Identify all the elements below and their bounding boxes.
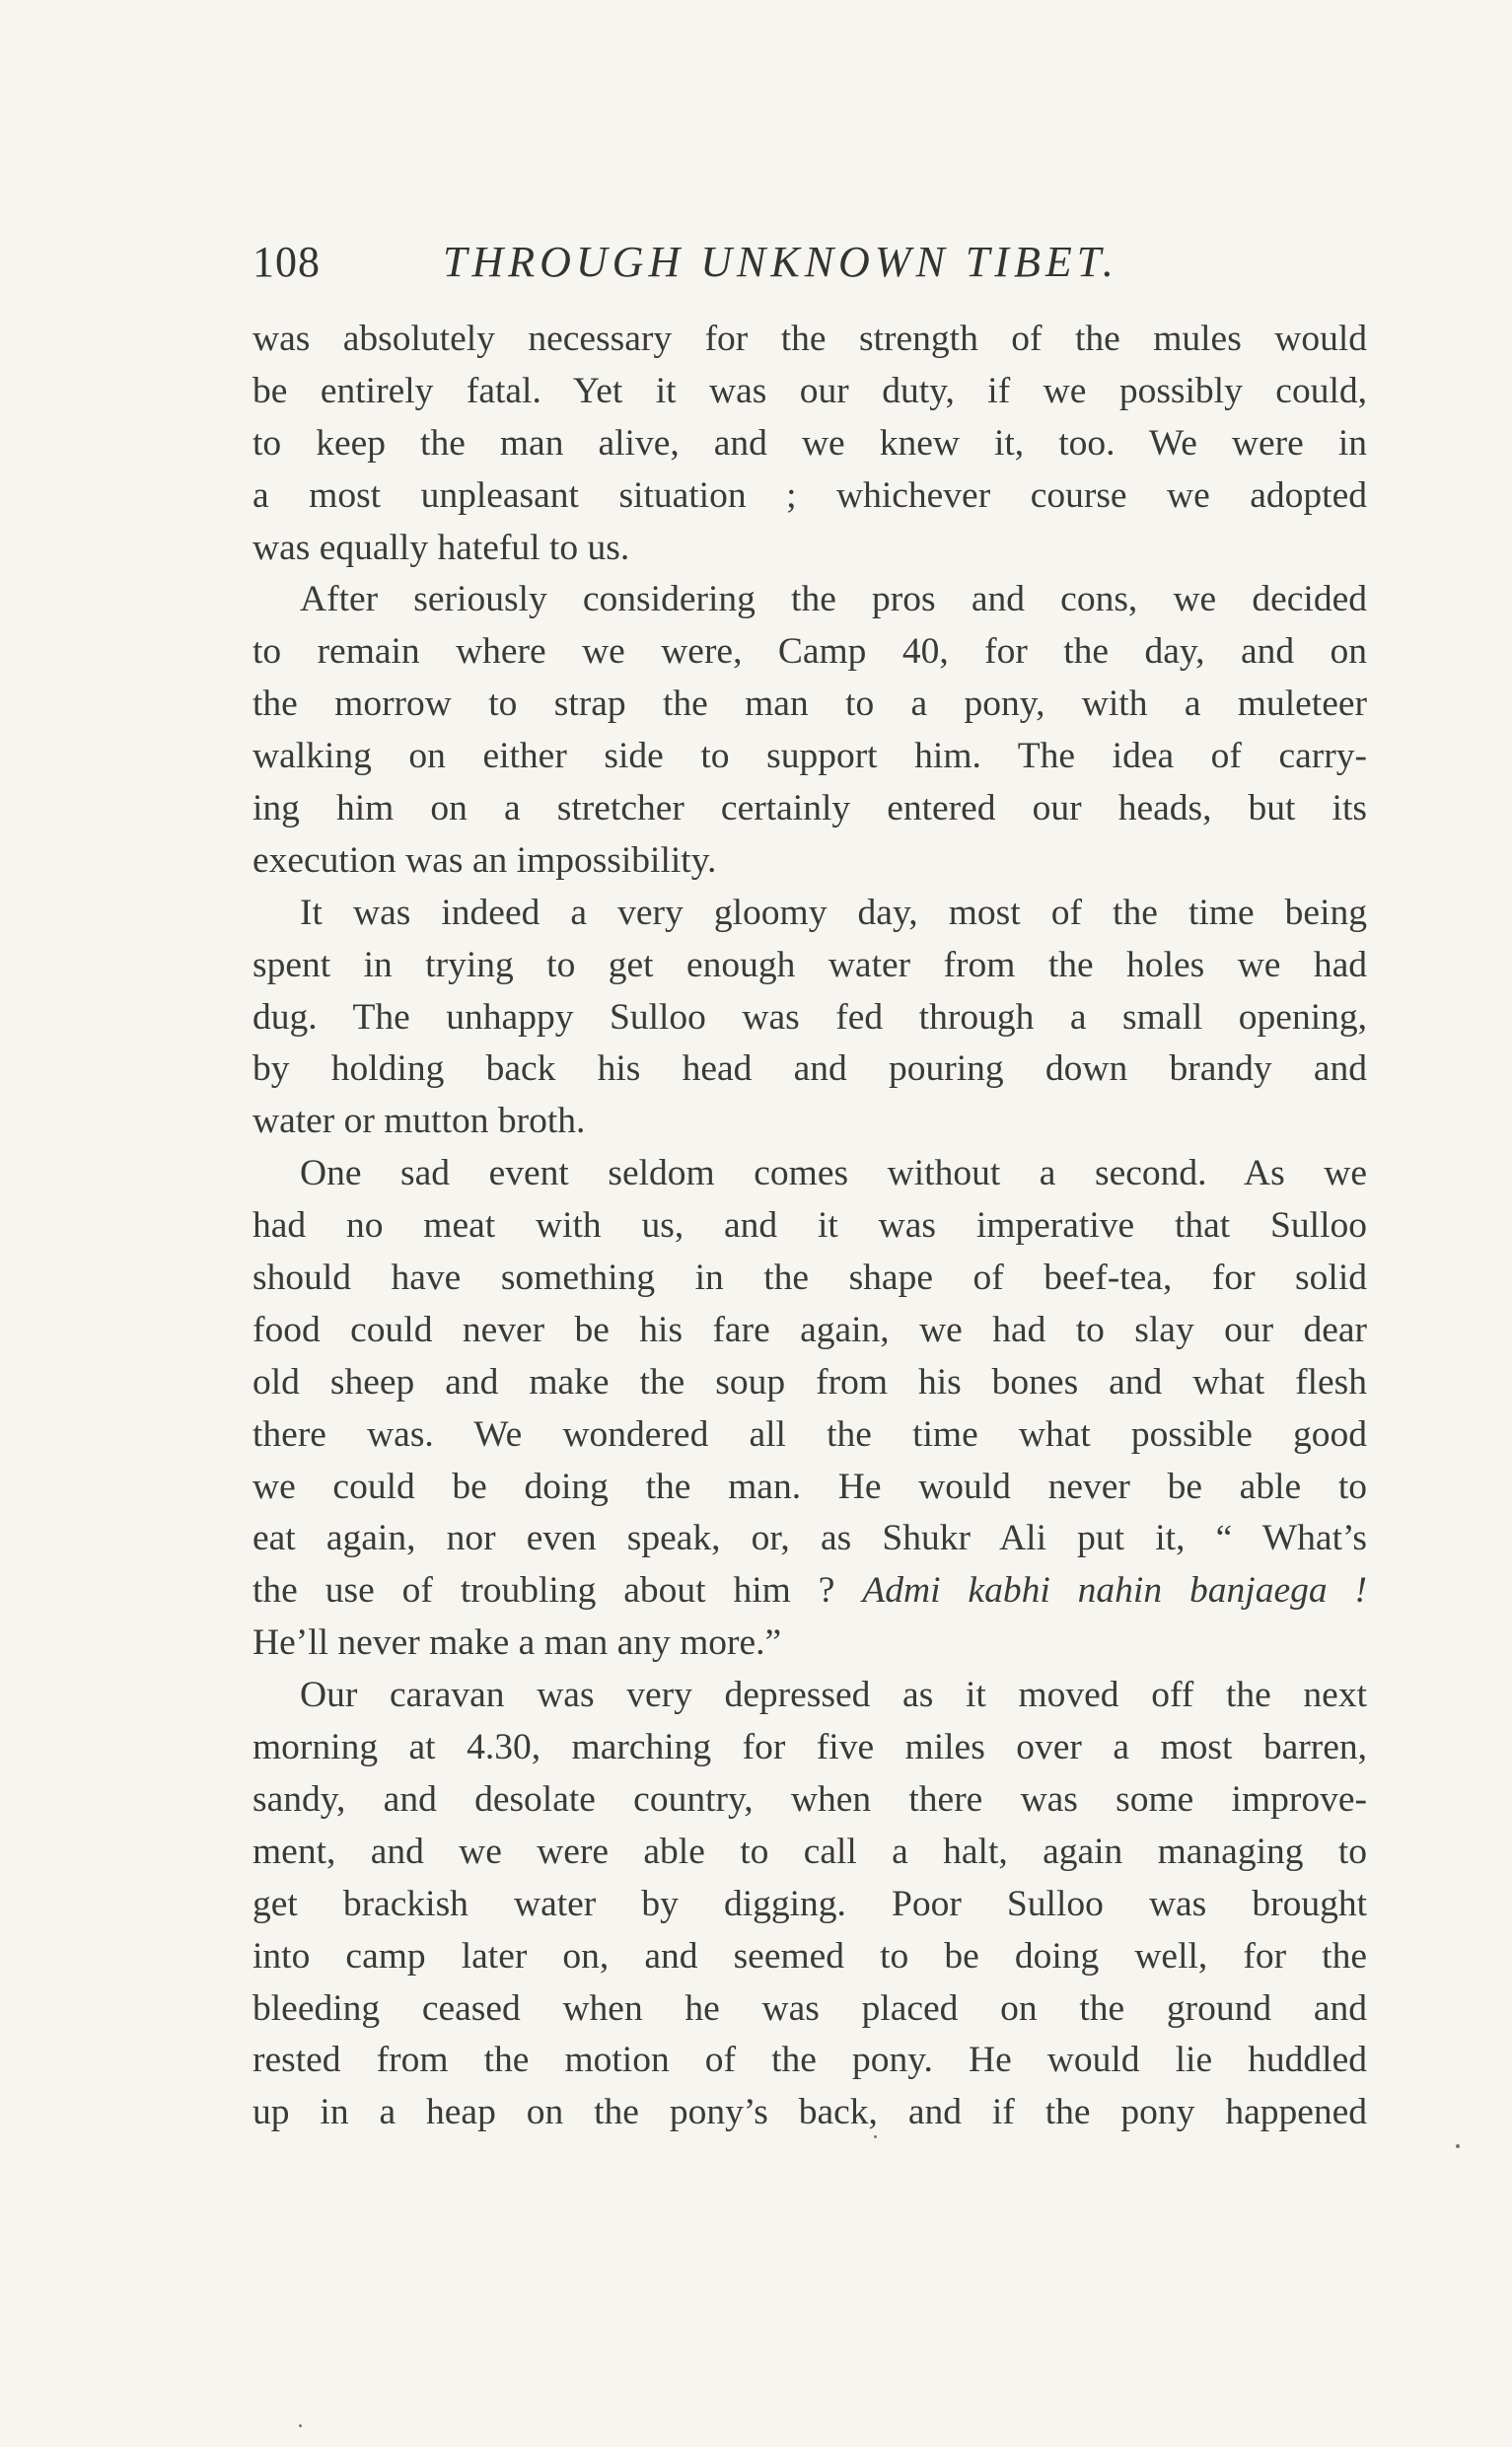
text-line — [252, 835, 1367, 888]
text-line — [252, 366, 1367, 418]
line-text: Our caravan was very depressed as it moved off the next — [300, 1675, 1367, 1716]
line-text: food could never be his fare again, we had to slay our dear — [252, 1309, 1367, 1350]
text-line — [252, 1618, 1367, 1670]
line-text: bleeding ceased when he was placed on the ground and — [252, 1987, 1367, 2029]
line-text: spent in trying to get enough water from the holes we had — [252, 944, 1367, 985]
text-line — [252, 626, 1367, 679]
line-text: walking on either side to support him. The idea of carry- — [252, 736, 1367, 777]
line-text: sandy, and desolate country, when there was some improve- — [252, 1778, 1367, 1820]
line-text: be entirely fatal. Yet it was our duty, if we possibly could, — [252, 370, 1367, 411]
text-line — [252, 783, 1367, 835]
line-text: to keep the man alive, and we knew it, too. We were in — [252, 422, 1367, 464]
line-text: get brackish water by digging. Poor Sulloo was brought — [252, 1883, 1367, 1924]
text-line — [252, 2087, 1367, 2139]
line-text: a most unpleasant situation ; whichever course we adopted — [252, 474, 1367, 516]
running-title: THROUGH UNKNOWN TIBET. — [443, 238, 1118, 286]
line-text: old sheep and make the soup from his bones and what flesh — [252, 1361, 1367, 1403]
line-text: by holding back his head and pouring down brandy and — [252, 1048, 1367, 1090]
italic-phrase: Admi kabhi nahin banjaega ! — [862, 1570, 1367, 1612]
line-text: into camp later on, and seemed to be doing well, for the — [252, 1935, 1367, 1977]
text-line — [252, 574, 1367, 626]
text-line — [252, 1722, 1367, 1774]
line-text: we could be doing the man. He would never be able to — [252, 1466, 1367, 1507]
text-line — [252, 1670, 1367, 1722]
line-text: there was. We wondered all the time what possible good — [252, 1413, 1367, 1455]
line-text: ment, and we were able to call a halt, again managing to — [252, 1831, 1367, 1872]
body-text — [252, 314, 1367, 2139]
line-text: water or mutton broth. — [252, 1101, 586, 1142]
text-line — [252, 679, 1367, 731]
text-line — [252, 1879, 1367, 1931]
text-line — [252, 1409, 1367, 1462]
line-text: ing him on a stretcher certainly entered our heads, but its — [252, 788, 1367, 829]
print-speck — [874, 2135, 877, 2138]
line-text: One sad event seldom comes without a second. As we — [300, 1153, 1367, 1194]
text-line — [252, 1983, 1367, 2036]
text-line — [252, 314, 1367, 366]
text-line — [252, 1305, 1367, 1357]
line-text: He’ll never make a man any more.” — [252, 1622, 782, 1664]
line-text: was absolutely necessary for the strength of the mules would — [252, 319, 1367, 359]
text-line — [252, 1513, 1367, 1565]
line-text: the morrow to strap the man to a pony, with a muleteer — [252, 684, 1367, 725]
text-line — [252, 1827, 1367, 1879]
line-text: to remain where we were, Camp 40, for the day, and on — [252, 631, 1367, 673]
text-line — [252, 888, 1367, 940]
text-line — [252, 1357, 1367, 1409]
line-text: rested from the motion of the pony. He would lie huddled — [252, 2040, 1367, 2081]
text-line — [252, 1774, 1367, 1827]
print-speck — [299, 2424, 302, 2427]
text-line — [252, 731, 1367, 783]
page-number: 108 — [252, 238, 321, 286]
line-text: eat again, nor even speak, or, as Shukr Ali put it, “ What’s — [252, 1518, 1367, 1559]
text-line — [252, 470, 1367, 523]
text-line — [252, 992, 1367, 1044]
line-text: execution was an impossibility. — [252, 839, 717, 881]
text-line — [252, 1253, 1367, 1305]
print-speck — [1456, 2144, 1460, 2148]
line-text: should have something in the shape of beef-tea, for solid — [252, 1258, 1367, 1299]
text-line — [252, 940, 1367, 992]
line-text: the use of troubling about him ? — [252, 1570, 863, 1612]
text-line — [252, 523, 1367, 575]
text-line — [252, 1200, 1367, 1253]
page-header — [252, 233, 1367, 292]
line-text: had no meat with us, and it was imperative that Sulloo — [252, 1205, 1367, 1247]
text-line — [252, 1565, 1367, 1618]
text-line — [252, 418, 1367, 470]
line-text: up in a heap on the pony’s back, and if the pony happened — [252, 2092, 1367, 2133]
text-line — [252, 1096, 1367, 1148]
text-line — [252, 2035, 1367, 2087]
line-text: was equally hateful to us. — [252, 527, 630, 568]
line-text: After seriously considering the pros and cons, we decided — [300, 579, 1367, 620]
text-line — [252, 1148, 1367, 1200]
line-text: morning at 4.30, marching for five miles over a most barren, — [252, 1727, 1367, 1768]
text-line — [252, 1931, 1367, 1983]
text-line — [252, 1044, 1367, 1096]
text-line — [252, 1462, 1367, 1514]
line-text: dug. The unhappy Sulloo was fed through a small opening, — [252, 996, 1367, 1038]
line-text: It was indeed a very gloomy day, most of the time being — [300, 892, 1367, 933]
